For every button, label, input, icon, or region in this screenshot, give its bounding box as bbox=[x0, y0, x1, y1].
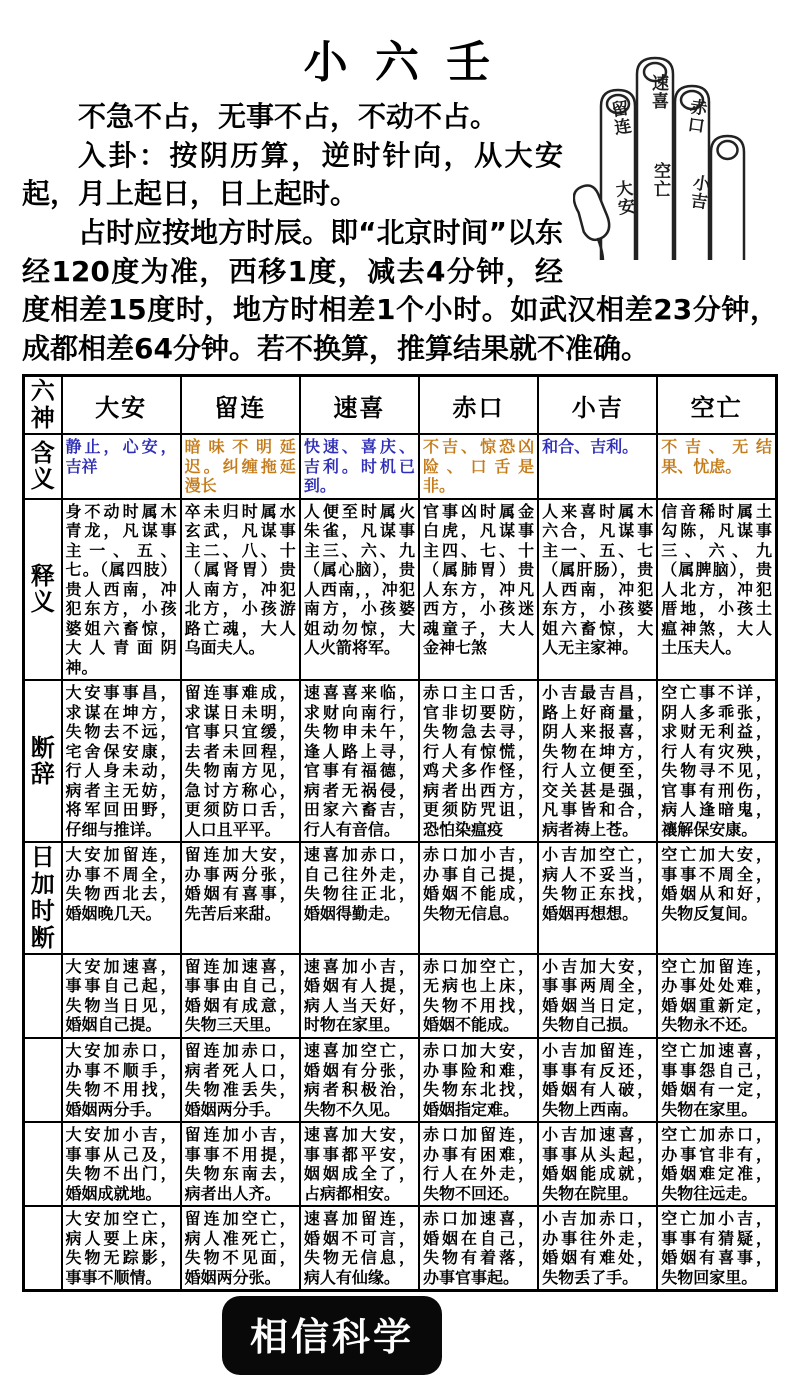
table-cell: 和合、吉利。 bbox=[538, 434, 657, 499]
column-header-daan: 大安 bbox=[62, 376, 181, 434]
intro-line-3: 占时应按地方时辰。即“北京时间”以东经120度为准，西移1度，减去4分钟，经度相差15度时，地方时相差1个小时。如武汉相差23分钟，成都相差64分钟。若不换算，推算结果就不准确。 bbox=[22, 215, 778, 365]
finger-label-chikou: 赤口 bbox=[682, 96, 708, 136]
table-cell: 大安加小吉，事事从己及，失物不出门，婚姻成就地。 bbox=[62, 1122, 181, 1206]
table-cell: 留连事难成，求谋日未明，官事只宜缓，去者未回程，失物南方见，急讨方称心，更须防口舌，人口且平平。 bbox=[181, 680, 300, 842]
column-header-chikou: 赤口 bbox=[419, 376, 538, 434]
table-cell: 小吉加速喜，事事从头起，婚姻能成就，失物在院里。 bbox=[538, 1122, 657, 1206]
row-label: 日加时断 bbox=[24, 842, 62, 954]
table-cell: 小吉最吉昌，路上好商量，阴人来报喜，失物在坤方，行人立便至，交关甚是强，凡事皆和合，病者祷上苍。 bbox=[538, 680, 657, 842]
table-cell: 速喜加大安，事事都平安，姻姻成全了，占病都相安。 bbox=[300, 1122, 419, 1206]
table-row-day-hour-4 bbox=[24, 1122, 777, 1206]
table-cell: 空亡加速喜，事事怨自己，婚姻有一定，失物在家里。 bbox=[657, 1038, 776, 1122]
table-cell: 赤口加大安，办事险和难，失物东北找，婚姻指定难。 bbox=[419, 1038, 538, 1122]
hand-diagram bbox=[573, 38, 778, 260]
table-cell: 赤口加速喜，婚姻在自己，失物有着落，办事官事起。 bbox=[419, 1206, 538, 1291]
row-label bbox=[24, 954, 62, 1038]
table-cell: 大安事事昌，求谋在坤方，失物去不远，宅舍保安康，行人身未动，病者主无妨，将军回田野，仔细与推详。 bbox=[62, 680, 181, 842]
table-cell: 速喜加小吉，婚姻有人提，病人当天好，时物在家里。 bbox=[300, 954, 419, 1038]
table-cell: 身不动时属木青龙，凡谋事主一、五、七。（属四肢）贵人西南，冲犯东方，小孩婆姐六畜惊，大人青面阴神。 bbox=[62, 499, 181, 681]
table-cell: 大安加空亡，病人要上床，失物无踪影，事事不顺情。 bbox=[62, 1206, 181, 1291]
finger-label-kongwang: 空亡 bbox=[650, 162, 670, 198]
table-cell: 空亡加赤口，办事官非有，婚姻难定准，失物往远走。 bbox=[657, 1122, 776, 1206]
table-cell: 人便至时属火朱雀，凡谋事主三、六、九（属心脑），贵人西南，，冲犯南方，小孩婆姐动勿惊，大人火箭将军。 bbox=[300, 499, 419, 681]
finger-label-xiaoji: 小吉 bbox=[685, 172, 711, 212]
table-cell: 小吉加留连，事事有反还，婚姻有人破，失物上西南。 bbox=[538, 1038, 657, 1122]
table-cell: 小吉加大安，事事两周全，婚姻当日定，失物自己损。 bbox=[538, 954, 657, 1038]
table-cell: 人来喜时属木六合，凡谋事主一、五、七（属肝肠），贵人西南，冲犯东方，小孩婆姐六畜惊，大人无主家神。 bbox=[538, 499, 657, 681]
table-cell: 大安加留连，办事不周全，失物西北去，婚姻晚几天。 bbox=[62, 842, 181, 954]
table-cell: 小吉加赤口，办事往外走，婚姻有难处，失物丢了手。 bbox=[538, 1206, 657, 1291]
table-cell: 速喜加赤口，自己往外走，失物往正北，婚姻得勤走。 bbox=[300, 842, 419, 954]
table-row-day-hour-2 bbox=[24, 954, 777, 1038]
row-label: 释义 bbox=[24, 499, 62, 681]
table-cell: 大安加赤口，办事不顺手，失物不用找，婚姻两分手。 bbox=[62, 1038, 181, 1122]
row-label bbox=[24, 1206, 62, 1291]
table-cell: 空亡加小吉，事事有猜疑，婚姻有喜事，失物回家里。 bbox=[657, 1206, 776, 1291]
table-cell: 速喜喜来临，求财向南行，失物申未午，逢人路上寻，官事有福德，病者无祸侵，田家六畜吉，行人有音信。 bbox=[300, 680, 419, 842]
table-row-day-hour-3 bbox=[24, 1038, 777, 1122]
table-cell: 卒未归时属水玄武，凡谋事主二、八、十（属肾胃）贵人南方，冲犯北方，小孩游路亡魂，大人乌面夫人。 bbox=[181, 499, 300, 681]
corner-label: 六神 bbox=[24, 376, 62, 434]
column-header-xiaoji: 小吉 bbox=[538, 376, 657, 434]
table-cell: 赤口加空亡，无病也上床，失物不用找，婚姻不能成。 bbox=[419, 954, 538, 1038]
table-cell: 留连加空亡，病人准死亡，失物不见面，婚姻两分张。 bbox=[181, 1206, 300, 1291]
watermark-badge: 相信科学 bbox=[222, 1296, 442, 1375]
table-cell: 大安加速喜，事事自己起，失物当日见，婚姻自己提。 bbox=[62, 954, 181, 1038]
table-row-judgment bbox=[24, 680, 777, 842]
table-cell: 留连加速喜，事事由自己，婚姻有成意，失物三天里。 bbox=[181, 954, 300, 1038]
table-row-interpretation bbox=[24, 499, 777, 681]
finger-label-liulian: 留连 bbox=[606, 98, 632, 138]
table-cell: 空亡事不详，阴人多乖张，求财无利益，行人有灾殃，失物寻不见，官事有刑伤，病人逢暗鬼，禳解保安康。 bbox=[657, 680, 776, 842]
table-cell: 速喜加留连，婚姻不可言，失物无信息，病人有仙缘。 bbox=[300, 1206, 419, 1291]
table-cell: 官事凶时属金白虎，凡谋事主四、七、十（属肺胃）贵人东方，冲凡西方，小孩迷魂童子，大人金神七煞 bbox=[419, 499, 538, 681]
table-row-day-hour-1 bbox=[24, 842, 777, 954]
table-cell: 留连加大安，办事两分张，婚姻有喜事，先苦后来甜。 bbox=[181, 842, 300, 954]
table-cell: 赤口主口舌，官非切要防，失物急去寻，行人有惊慌，鸡犬多作怪，病者出西方，更须防咒诅，恐怕染瘟疫 bbox=[419, 680, 538, 842]
table-header-row bbox=[24, 376, 777, 434]
table-cell: 速喜加空亡，婚姻有分张，病者积极治，失物不久见。 bbox=[300, 1038, 419, 1122]
table-cell: 留连加赤口，病者死人口，失物准丢失，婚姻两分手。 bbox=[181, 1038, 300, 1122]
row-label: 断辞 bbox=[24, 680, 62, 842]
table-cell: 空亡加留连，办事处处难，婚姻重新定，失物永不还。 bbox=[657, 954, 776, 1038]
table-cell: 留连加小吉，事事不用提，失物东南去，病者出人齐。 bbox=[181, 1122, 300, 1206]
page-title: 小 六 壬 bbox=[303, 37, 497, 88]
table-cell: 空亡加大安，事事不周全，婚姻从和好，失物反复间。 bbox=[657, 842, 776, 954]
finger-label-suxi: 速喜 bbox=[648, 74, 668, 110]
table-cell: 静止，心安，吉祥 bbox=[62, 434, 181, 499]
table-cell: 信音稀时属土勾陈，凡谋事三、六、九（属脾脑），贵人北方，冲犯厝地，小孩土瘟神煞，大人土压夫人。 bbox=[657, 499, 776, 681]
table-cell: 小吉加空亡，病人不妥当，失物正东找，婚姻再想想。 bbox=[538, 842, 657, 954]
column-header-liulian: 留连 bbox=[181, 376, 300, 434]
column-header-kongwang: 空亡 bbox=[657, 376, 776, 434]
row-label: 含义 bbox=[24, 434, 62, 499]
table-cell: 暗味不明延迟。纠缠拖延漫长 bbox=[181, 434, 300, 499]
finger-label-daan: 大安 bbox=[610, 178, 636, 218]
table-cell: 赤口加留连，办事有困难，行人在外走，失物不回还。 bbox=[419, 1122, 538, 1206]
table-row-day-hour-5 bbox=[24, 1206, 777, 1291]
table-cell: 不吉、惊恐凶险、口舌是非。 bbox=[419, 434, 538, 499]
hand-drawing-icon bbox=[573, 38, 778, 260]
table-row-meaning bbox=[24, 434, 777, 499]
row-label bbox=[24, 1122, 62, 1206]
intro-line-1: 不急不占，无事不占，不动不占。 bbox=[78, 100, 499, 133]
column-header-suxi: 速喜 bbox=[300, 376, 419, 434]
table-cell: 不吉、无结果、忧虑。 bbox=[657, 434, 776, 499]
table-cell: 赤口加小吉，办事自己提，婚姻不能成，失物无信息。 bbox=[419, 842, 538, 954]
liuren-table bbox=[22, 374, 778, 1292]
table-cell: 快速、喜庆、吉利。时机已到。 bbox=[300, 434, 419, 499]
row-label bbox=[24, 1038, 62, 1122]
intro-line-2: 入卦：按阴历算，逆时针向，从大安起，月上起日，日上起时。 bbox=[22, 138, 563, 211]
